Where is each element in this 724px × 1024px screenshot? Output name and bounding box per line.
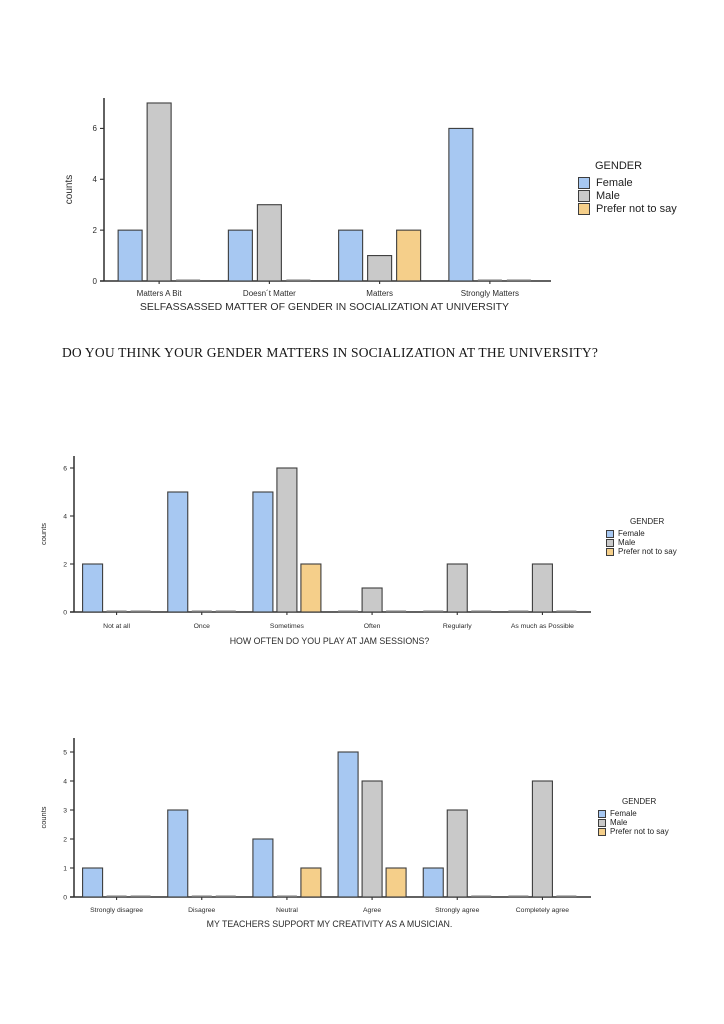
bar-zero-2-5 (556, 896, 576, 898)
bar-zero-0-5 (508, 611, 528, 613)
y-axis-title: counts (39, 522, 48, 546)
bar-female-2 (339, 230, 363, 281)
bar-prefer-not-to-say-3 (386, 868, 406, 897)
bar-prefer-not-to-say-2 (397, 230, 421, 281)
y-tick-label: 2 (63, 836, 67, 844)
bar-zero-2-1 (216, 896, 236, 898)
x-category-label: Once (193, 623, 210, 630)
y-tick-label: 5 (63, 749, 67, 757)
bar-female-4 (423, 868, 443, 897)
bar-zero-0-4 (423, 611, 443, 613)
bar-male-0 (147, 103, 171, 281)
bar-zero-1-2 (277, 896, 297, 898)
bar-zero-1-1 (192, 611, 212, 613)
bar-female-0 (118, 230, 142, 281)
bar-zero-1-0 (107, 896, 127, 898)
bar-male-5 (532, 564, 552, 612)
bar-male-4 (447, 810, 467, 897)
bar-zero-0-5 (508, 896, 528, 898)
x-category-label: Not at all (103, 623, 130, 630)
bar-zero-2-3 (507, 280, 531, 282)
x-category-label: As much as Possible (510, 623, 574, 630)
chart-svg-1 (58, 88, 578, 333)
color-swatch (578, 177, 590, 189)
bar-female-3 (338, 752, 358, 897)
color-swatch (606, 530, 614, 538)
legend-entry-label: Male (618, 538, 636, 547)
y-tick-label: 4 (92, 175, 97, 185)
chart-svg-3 (36, 732, 616, 937)
bar-zero-2-1 (286, 280, 310, 282)
bar-zero-2-0 (131, 611, 151, 613)
bar-prefer-not-to-say-2 (301, 564, 321, 612)
bar-male-2 (368, 256, 392, 281)
legend-entry-label: Prefer not to say (618, 547, 677, 556)
bar-female-2 (253, 839, 273, 897)
bar-male-3 (362, 781, 382, 897)
bar-zero-2-1 (216, 611, 236, 613)
bar-female-1 (168, 492, 188, 612)
legend-entry (606, 538, 677, 547)
y-tick-label: 6 (63, 465, 67, 473)
y-tick-label: 2 (92, 225, 97, 235)
x-category-label: Matters A Bit (136, 289, 182, 298)
bar-zero-2-0 (176, 280, 200, 282)
y-axis-title: counts (64, 174, 75, 205)
bar-zero-1-1 (192, 896, 212, 898)
bar-male-4 (447, 564, 467, 612)
x-category-label: Matters (366, 289, 393, 298)
bar-zero-2-3 (386, 611, 406, 613)
y-tick-label: 3 (63, 807, 67, 815)
x-category-label: Sometimes (269, 623, 304, 630)
bar-female-0 (83, 868, 103, 897)
x-category-label: Strongly Matters (460, 289, 519, 298)
y-tick-label: 0 (63, 609, 67, 617)
bar-female-3 (449, 128, 473, 281)
bar-zero-1-3 (478, 280, 502, 282)
y-tick-label: 1 (63, 865, 67, 873)
y-tick-label: 4 (63, 778, 67, 786)
legend-entry (598, 818, 669, 827)
legend-entry (598, 809, 669, 818)
x-category-label: Strongly disagree (90, 907, 144, 914)
chart-svg-2 (36, 448, 616, 658)
legend-entry-label: Male (596, 189, 620, 202)
legend-entry (578, 189, 677, 202)
x-category-label: Completely agree (515, 907, 570, 914)
survey-question-text: DO YOU THINK YOUR GENDER MATTERS IN SOCIALIZATION AT THE UNIVERSITY? (61, 344, 599, 360)
bar-male-1 (257, 205, 281, 281)
legend-entry-label: Prefer not to say (610, 827, 669, 836)
legend-entry (578, 176, 677, 189)
legend-gender-3 (598, 797, 669, 836)
legend-entry (606, 529, 677, 538)
legend-entry-label: Female (610, 809, 637, 818)
x-axis-title: HOW OFTEN DO YOU PLAY AT JAM SESSIONS? (229, 636, 430, 646)
legend-title: GENDER (630, 517, 665, 526)
x-category-label: Often (363, 623, 381, 630)
bar-zero-2-4 (471, 611, 491, 613)
legend-entry (578, 202, 677, 215)
color-swatch (598, 819, 606, 827)
y-tick-label: 4 (63, 513, 67, 521)
legend-title: GENDER (595, 160, 643, 172)
legend-entry-label: Prefer not to say (596, 202, 677, 215)
color-swatch (606, 539, 614, 547)
legend-title: GENDER (622, 797, 657, 806)
legend-gender-1 (578, 160, 677, 215)
bar-male-5 (532, 781, 552, 897)
bar-zero-2-4 (471, 896, 491, 898)
bar-female-0 (83, 564, 103, 612)
x-category-label: Strongly agree (435, 907, 480, 914)
legend-entry-label: Male (610, 818, 628, 827)
color-swatch (578, 203, 590, 215)
bar-female-2 (253, 492, 273, 612)
legend-gender-2 (606, 517, 677, 556)
color-swatch (606, 548, 614, 556)
color-swatch (578, 190, 590, 202)
x-category-label: Doesn´t Matter (242, 289, 296, 298)
y-tick-label: 0 (63, 894, 67, 902)
bar-zero-1-0 (107, 611, 127, 613)
legend-entry (598, 827, 669, 836)
chart-jam-sessions (36, 448, 616, 663)
bar-zero-2-0 (131, 896, 151, 898)
x-category-label: Neutral (275, 907, 298, 914)
x-axis-title: MY TEACHERS SUPPORT MY CREATIVITY AS A MUSICIAN. (206, 919, 453, 929)
legend-entry-label: Female (596, 176, 633, 189)
bar-male-3 (362, 588, 382, 612)
bar-male-2 (277, 468, 297, 612)
x-axis-title: SELFASSASSED MATTER OF GENDER IN SOCIALIZATION AT UNIVERSITY (139, 301, 510, 313)
bar-prefer-not-to-say-2 (301, 868, 321, 897)
bar-zero-2-5 (556, 611, 576, 613)
bar-female-1 (228, 230, 252, 281)
color-swatch (598, 828, 606, 836)
x-category-label: Disagree (188, 907, 216, 914)
legend-entry-label: Female (618, 529, 645, 538)
chart-gender-socialization (58, 88, 578, 338)
y-axis-title: counts (39, 806, 48, 829)
y-tick-label: 0 (92, 276, 97, 286)
y-tick-label: 2 (63, 561, 67, 569)
color-swatch (598, 810, 606, 818)
y-tick-label: 6 (92, 124, 97, 134)
x-category-label: Agree (363, 907, 382, 914)
bar-female-1 (168, 810, 188, 897)
chart-teacher-support (36, 732, 616, 942)
legend-entry (606, 547, 677, 556)
x-category-label: Regularly (442, 623, 472, 630)
bar-zero-0-3 (338, 611, 358, 613)
